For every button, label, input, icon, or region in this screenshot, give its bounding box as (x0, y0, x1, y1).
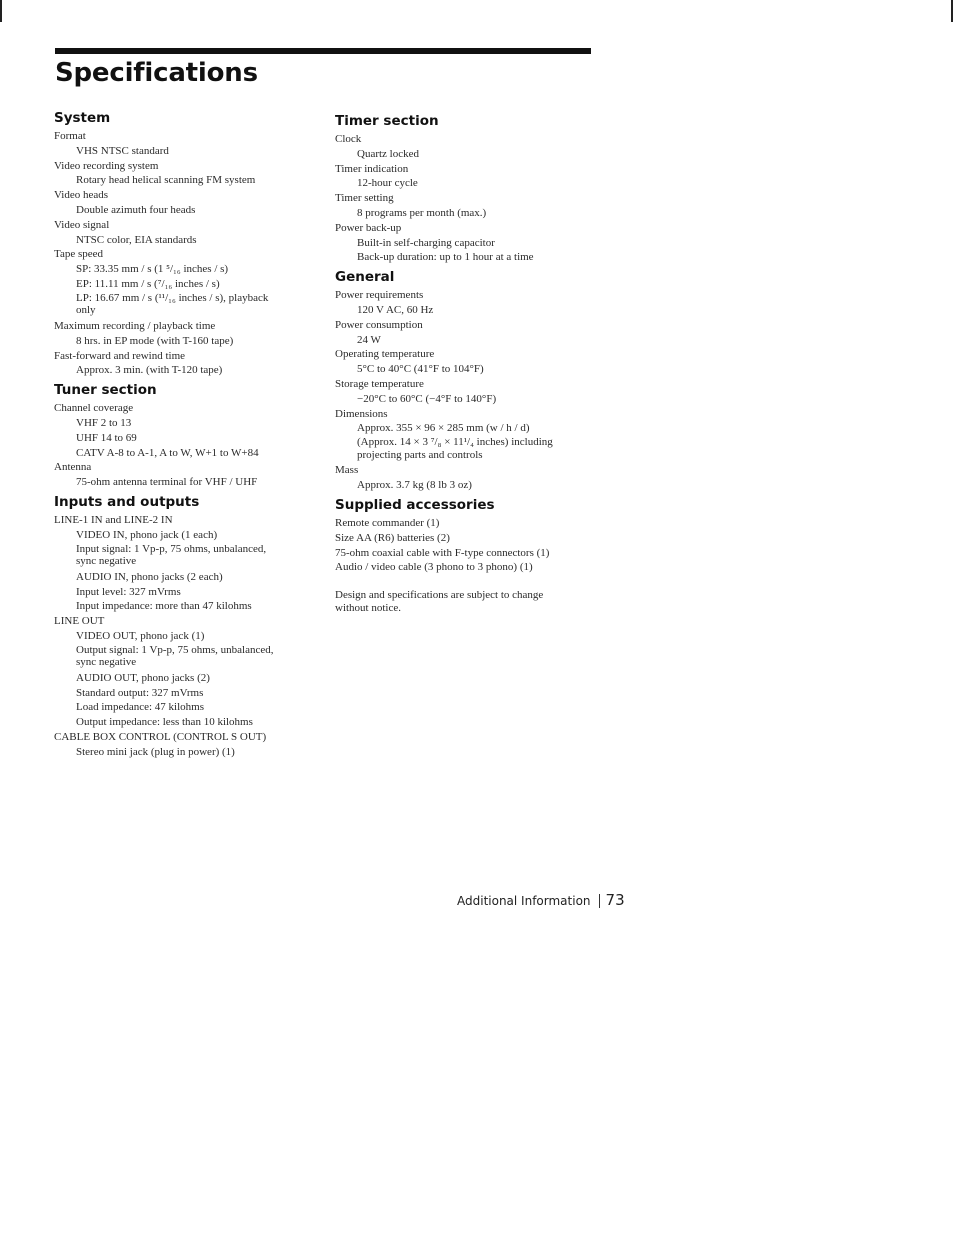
spec-value: −20°C to 60°C (−4°F to 140°F) (357, 392, 497, 405)
spec-label: LINE OUT (54, 615, 105, 628)
section-heading: General (335, 269, 395, 286)
spec-label: Timer setting (335, 192, 394, 205)
spec-value: VIDEO OUT, phono jack (1) (76, 629, 205, 642)
spec-value: Approx. 3 min. (with T-120 tape) (76, 364, 223, 377)
spec-value: UHF 14 to 69 (76, 431, 137, 444)
spec-value: Output signal: 1 Vp-p, 75 ohms, unbalanced, sync negative (76, 643, 274, 669)
section-heading: System (54, 110, 111, 126)
spec-value: Approx. 3.7 kg (8 lb 3 oz) (357, 479, 472, 492)
spec-value: Input impedance: more than 47 kilohms (76, 600, 252, 613)
section-supplied-accessories (335, 497, 585, 575)
spec-value: 12-hour cycle (357, 177, 418, 190)
spec-value: EP: 11.11 mm / s (⁷/₁₆ inches / s) (76, 277, 220, 290)
spec-label: Power requirements (335, 289, 424, 302)
spec-label: Audio / video cable (3 phono to 3 phono) (1) (335, 561, 533, 574)
edge-mark-right (951, 0, 953, 22)
spec-label: Power consumption (335, 318, 423, 331)
section-system (54, 110, 304, 378)
spec-value: CATV A-8 to A-1, A to W, W+1 to W+84 (76, 446, 259, 459)
spec-label: LINE-1 IN and LINE-2 IN (54, 513, 173, 526)
page-footer (457, 891, 625, 909)
spec-value: 75-ohm antenna terminal for VHF / UHF (76, 476, 258, 489)
spec-value: VHS NTSC standard (76, 144, 169, 157)
title-rule (55, 48, 591, 54)
spec-label: 75-ohm coaxial cable with F-type connectors (1) (335, 546, 550, 559)
spec-value: 8 hrs. in EP mode (with T-160 tape) (76, 334, 234, 347)
spec-label: Mass (335, 464, 359, 477)
spec-value: Rotary head helical scanning FM system (76, 174, 256, 187)
spec-value: AUDIO OUT, phono jacks (2) (76, 671, 210, 684)
spec-label: Clock (335, 133, 362, 145)
spec-value: Output impedance: less than 10 kilohms (76, 716, 253, 729)
spec-value: Double azimuth four heads (76, 203, 196, 216)
spec-label: Video recording system (54, 159, 159, 172)
footer-section-label: Additional Information (457, 894, 591, 908)
right-column (335, 110, 585, 614)
spec-label: Tape speed (54, 248, 104, 261)
spec-label: Channel coverage (54, 402, 134, 415)
spec-value: (Approx. 14 × 3 ⁷/₈ × 11¹/₄ inches) including projecting parts and controls (357, 436, 553, 461)
spec-label: Storage temperature (335, 377, 424, 390)
section-general (335, 269, 585, 493)
spec-value: Approx. 355 × 96 × 285 mm (w / h / d) (357, 422, 530, 435)
section-heading: Supplied accessories (335, 496, 495, 513)
spec-label: Video signal (54, 218, 110, 231)
spec-value: SP: 33.35 mm / s (1 ⁵/₁₆ inches / s) (76, 263, 229, 276)
spec-value: 120 V AC, 60 Hz (357, 303, 434, 316)
left-column (54, 110, 304, 764)
spec-value: 5°C to 40°C (41°F to 104°F) (357, 363, 484, 376)
spec-value: Built-in self-charging capacitor (357, 236, 495, 249)
footer-separator (599, 894, 600, 908)
spec-label: Timer indication (335, 162, 409, 175)
spec-value: Input level: 327 mVrms (76, 585, 181, 598)
spec-value: LP: 16.67 mm / s (¹¹/₁₆ inches / s), playback only (76, 291, 269, 317)
spec-label: Fast-forward and rewind time (54, 349, 186, 362)
spec-label: CABLE BOX CONTROL (CONTROL S OUT) (54, 731, 267, 744)
spec-label: Power back-up (335, 221, 402, 234)
spec-label: Format (54, 130, 86, 142)
section-heading: Timer section (335, 113, 439, 129)
spec-value: Input signal: 1 Vp-p, 75 ohms, unbalanced, sync negative (76, 542, 267, 568)
section-heading: Inputs and outputs (54, 493, 200, 510)
spec-value: Stereo mini jack (plug in power) (1) (76, 745, 235, 758)
spec-value: 8 programs per month (max.) (357, 206, 487, 219)
spec-value: 24 W (357, 333, 381, 346)
section-tuner-section (54, 382, 304, 490)
page-title: Specifications (55, 58, 258, 88)
spec-label: Dimensions (335, 407, 388, 420)
spec-value: Load impedance: 47 kilohms (76, 701, 204, 714)
section-inputs-and-outputs (54, 494, 304, 760)
change-notice: Design and specifications are subject to change without notice. (335, 589, 544, 614)
spec-label: Maximum recording / playback time (54, 319, 216, 332)
spec-value: VIDEO IN, phono jack (1 each) (76, 528, 218, 541)
spec-label: Video heads (54, 189, 109, 202)
spec-value: Standard output: 327 mVrms (76, 686, 204, 699)
page-number: 73 (605, 891, 625, 909)
section-timer-section (335, 113, 585, 265)
spec-value: Quartz locked (357, 147, 419, 160)
section-heading: Tuner section (54, 382, 157, 399)
edge-mark-left (0, 0, 2, 22)
spec-label: Size AA (R6) batteries (2) (335, 531, 450, 544)
spec-label: Remote commander (1) (335, 516, 440, 529)
spec-value: AUDIO IN, phono jacks (2 each) (76, 570, 223, 583)
spec-label: Operating temperature (335, 348, 435, 361)
spec-value: NTSC color, EIA standards (76, 233, 197, 246)
spec-value: Back-up duration: up to 1 hour at a time (357, 251, 534, 264)
spec-value: VHF 2 to 13 (76, 416, 132, 429)
spec-label: Antenna (54, 461, 92, 474)
